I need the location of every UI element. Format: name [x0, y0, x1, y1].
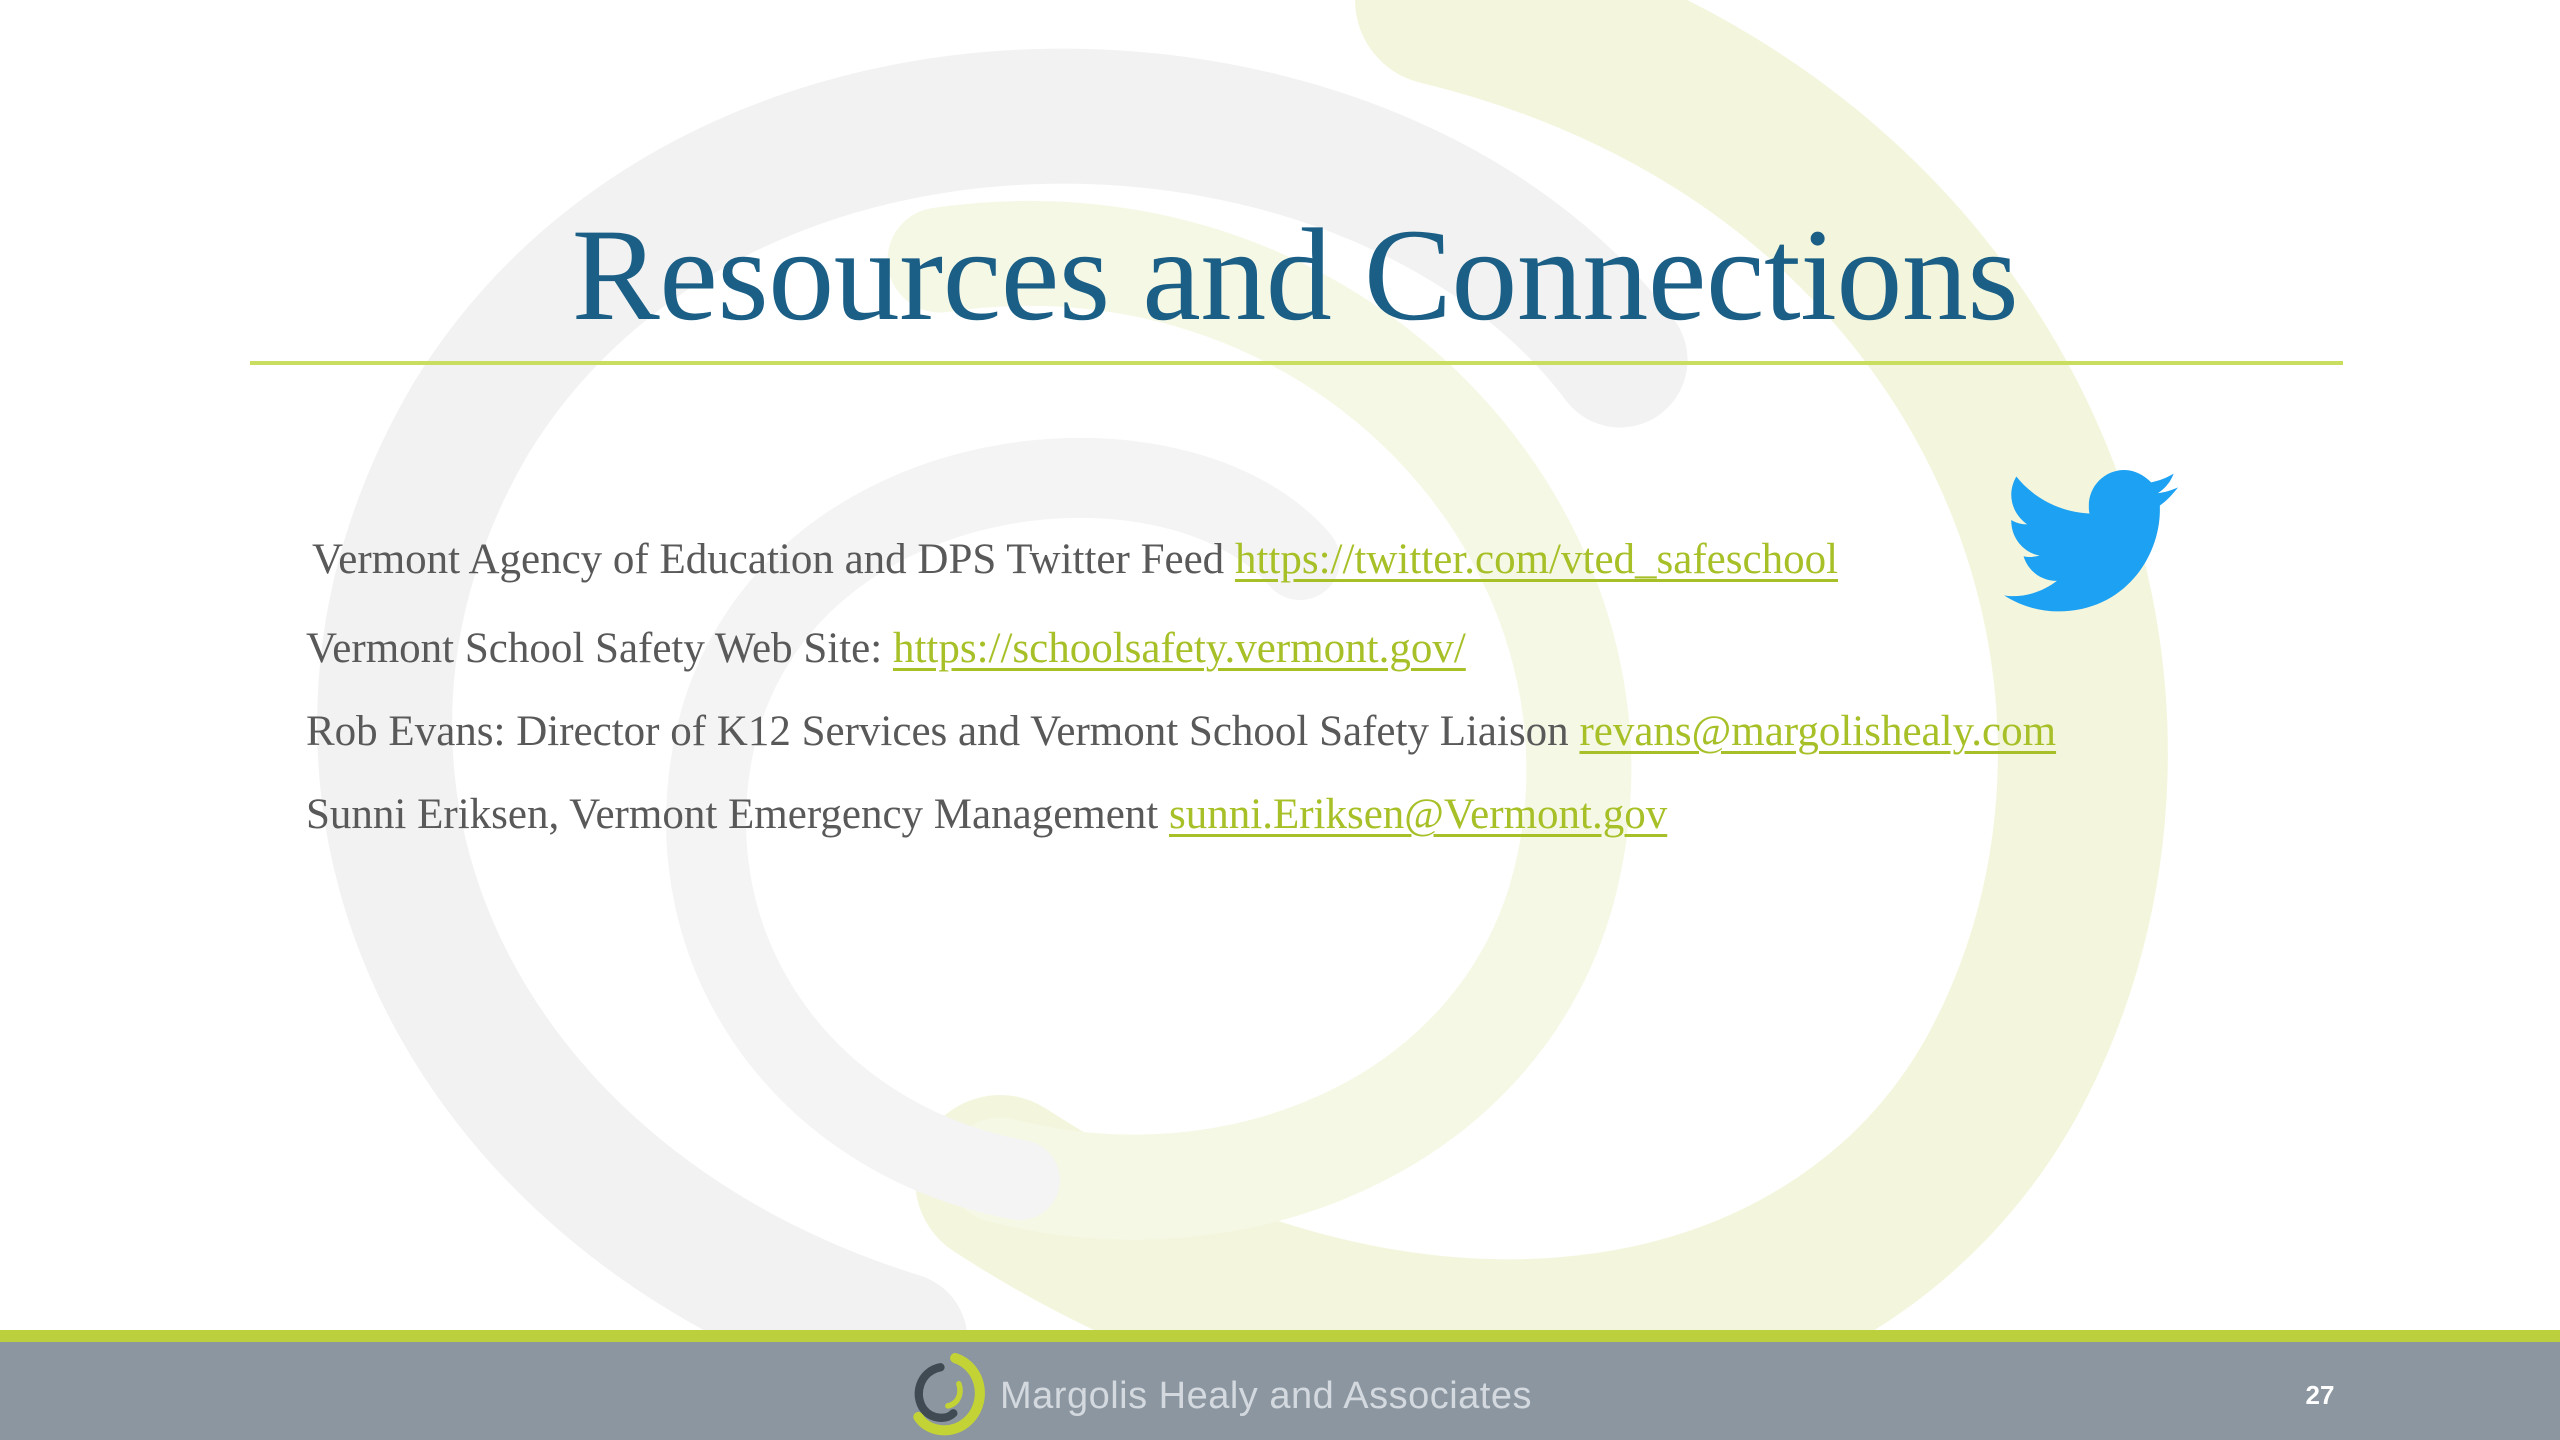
resource-line-sunni-eriksen: [306, 785, 1667, 845]
resource-label: Sunni Eriksen, Vermont Emergency Management: [306, 791, 1170, 838]
resource-line-rob-evans: [306, 702, 2056, 762]
resource-label: Vermont Agency of Education and DPS Twitter Feed: [312, 536, 1235, 583]
footer-accent-stripe: [0, 1330, 2560, 1342]
swirl-logo-icon: [900, 1347, 992, 1439]
resource-line-twitter: [312, 530, 1838, 590]
company-name: Margolis Healy and Associates: [1000, 1375, 1532, 1417]
rob-evans-email-link[interactable]: revans@margolishealy.com: [1579, 708, 2057, 755]
resource-line-website: [306, 619, 1466, 679]
resource-label: Rob Evans: Director of K12 Services and Vermont School Safety Liaison: [306, 708, 1580, 755]
title-divider: [250, 361, 2343, 365]
slide-title: Resources and Connections: [571, 201, 2019, 348]
sunni-eriksen-email-link[interactable]: sunni.Eriksen@Vermont.gov: [1169, 791, 1668, 838]
resource-label: Vermont School Safety Web Site:: [306, 625, 893, 672]
twitter-bird-icon: [2004, 470, 2178, 615]
twitter-feed-link[interactable]: https://twitter.com/vted_safeschool: [1234, 536, 1839, 583]
page-number: 27: [2305, 1380, 2335, 1410]
school-safety-website-link[interactable]: https://schoolsafety.vermont.gov/: [892, 625, 1466, 672]
